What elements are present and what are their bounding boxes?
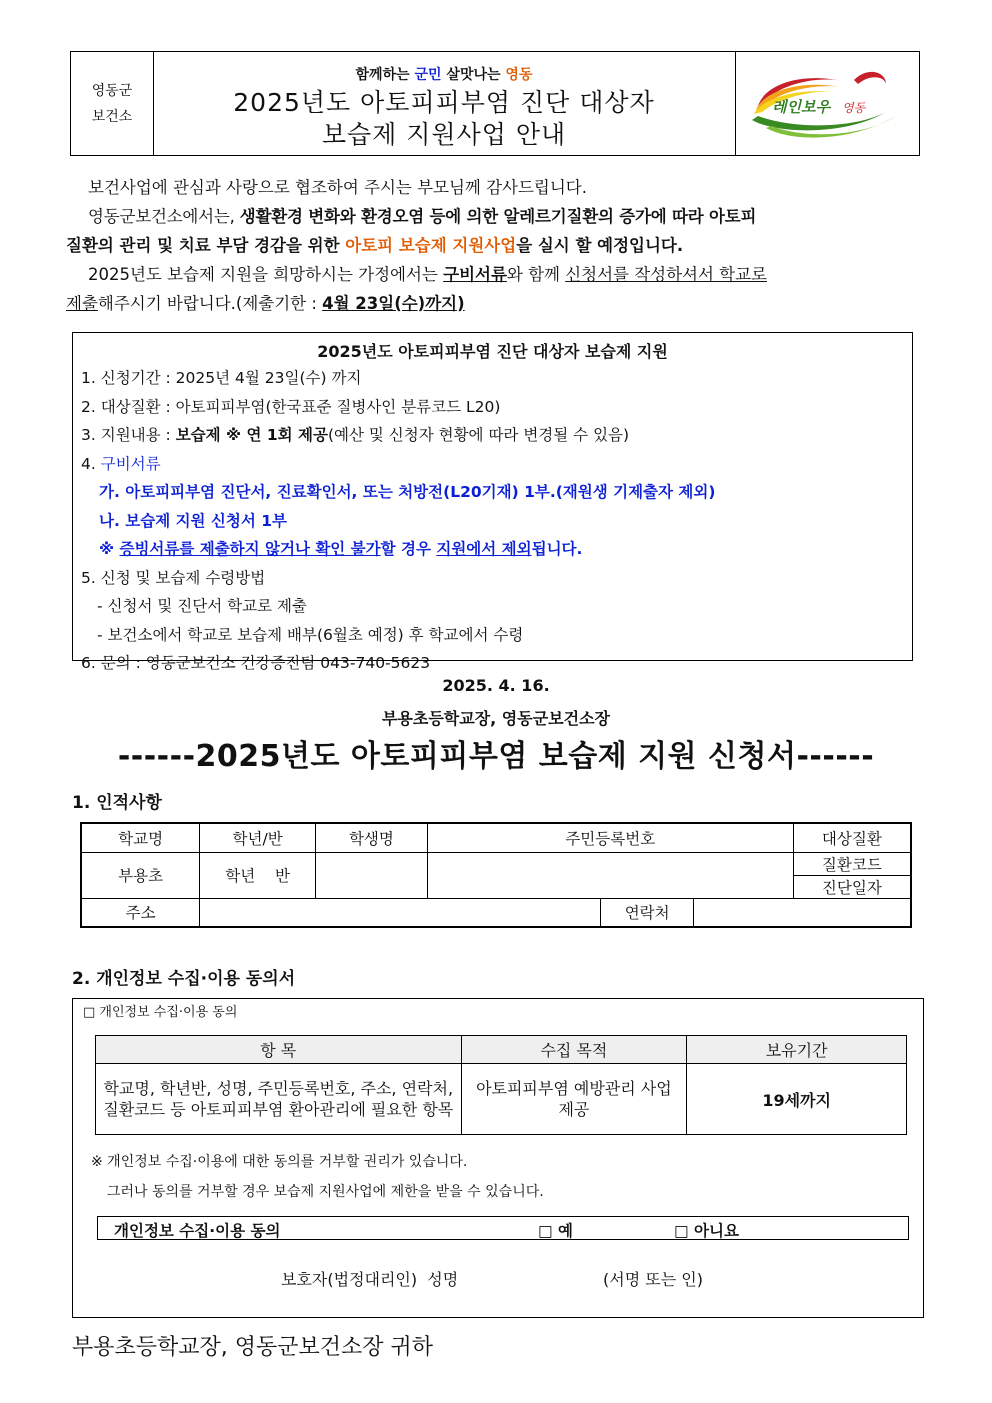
diag-date-text: 진단일자 [821,878,882,897]
personal-info-table [80,822,912,928]
grade-value: 학년 반 [200,852,316,898]
th-item: 항 목 [96,1036,462,1064]
th-school: 학교명 [81,823,200,852]
th-disease-main: 대상질환 [793,823,911,852]
consent-label: 개인정보 수집·이용 동의 [114,1222,281,1240]
info-line [73,535,912,564]
info-text: 할 경우 [380,540,437,558]
intro-p2 [66,202,922,231]
disease-code-label [793,852,911,875]
info-line: 2. 대상질환 : 아토피피부염(한국표준 질병사인 분류코드 L20) [81,397,501,416]
footer-addressee: 부용초등학교장, 영동군보건소장 귀하 [72,1335,434,1360]
org-line2: 보건소 [91,108,133,125]
info-line: 나. 보습제 지원 신청서 1부 [99,511,287,530]
th-student: 학생명 [316,823,428,852]
th-rrn: 주민등록번호 [427,823,793,852]
intro-text: 구비서류 [443,265,507,284]
info-box [72,332,913,672]
info-line: 가. 아토피피부염 진단서, 진료확인서, 또는 처방전(L20기재) 1부.(재원생 기제출자 제외) [99,483,716,501]
consent-note1: ※ 개인정보 수집·이용에 대한 동의를 거부할 권리가 있습니다. [91,1154,468,1170]
deadline: 4월 23일(수)까지) [322,294,465,313]
intro-text: 와 함께 [506,265,566,284]
intro-p3-cont [66,289,922,318]
notice-signers: 부용초등학교장, 영동군보건소장 [381,709,611,728]
intro-p1: 보건사업에 관심과 사랑으로 협조하여 주시는 부모님께 감사드립니다. [88,178,587,197]
info-text: 4. [81,454,101,473]
page-title-line1: 2025년도 아토피피부염 진단 대상자 [233,88,655,117]
period-value: 19세까지 [687,1064,907,1135]
school-value: 부용초 [81,852,200,898]
intro-text: 신청서를 작성하셔서 학교로 [565,265,767,284]
info-text: (예산 및 신청자 현황에 따라 변경될 수 있음) [327,426,630,444]
contact-label: 연락처 [601,898,694,927]
intro-p3 [66,260,922,289]
info-text: ※ [99,540,120,558]
info-line: 1. 신청기간 : 2025년 4월 23일(수) 까지 [81,369,362,387]
info-line: 6. 문의 : 영동군보건소 건강증진팀 043-740-5623 [81,654,431,672]
section2-heading: 2. 개인정보 수집·이용 동의서 [72,969,296,989]
consent-box [72,998,924,1318]
intro-text: 해주시기 바랍니다.(제출기한 : [97,294,323,313]
rainbow-logo [736,54,916,154]
slogan-part: 군민 [414,67,442,83]
info-line [73,421,912,450]
intro-text: 질환의 관리 및 치료 부담 경감을 위한 [66,236,346,255]
guardian-label: 보호자(법정대리인) 성명 [281,1270,459,1289]
diag-date-label [793,875,911,898]
intro-text: 을 실시 할 예정입니다. [516,236,684,255]
consent-table [95,1035,907,1135]
logo-sub: 영동 [842,101,866,115]
consent-yes-checkbox[interactable]: □ 예 [538,1222,574,1240]
intro [66,173,922,318]
signature-field[interactable]: (서명 또는 인) [603,1270,703,1289]
th-grade: 학년/반 [200,823,316,852]
th-period: 보유기간 [687,1036,907,1064]
info-text: 됩니다. [531,540,583,558]
info-text: 지원에서 제외 [436,540,532,558]
address-label: 주소 [81,898,200,927]
th-purpose: 수집 목적 [461,1036,687,1064]
intro-highlight: 아토피 보습제 지원사업 [345,236,517,255]
form-title: ------2025년도 아토피피부염 보습제 지원 신청서------ [117,739,875,774]
item-value: 학교명, 학년반, 성명, 주민등록번호, 주소, 연락처, 질환코드 등 아토피피부염 환아관리에 필요한 항목 [96,1064,462,1135]
intro-text: 2025년도 보습제 지원을 희망하시는 가정에서는 [88,265,444,284]
page-title-line2: 보습제 지원사업 안내 [321,120,567,149]
info-text: 증빙서류를 제출하지 않거나 확인 불가 [119,540,381,558]
slogan-part: 영동 [505,67,533,83]
logo-text: 레인보우 [772,99,830,116]
intro-text: 제출 [66,294,98,313]
contact-field[interactable] [694,898,911,927]
info-text: 구비서류 [100,454,161,473]
rrn-field[interactable] [427,852,793,898]
info-line: - 보건소에서 학교로 보습제 배부(6월초 예정) 후 학교에서 수령 [97,625,524,644]
org-line1: 영동군 [91,82,133,99]
title-cell [153,52,735,155]
slogan-part: 살맛나는 [441,67,506,83]
info-box-title: 2025년도 아토피피부염 진단 대상자 보습제 지원 [317,342,668,361]
info-line [73,450,912,479]
intro-text: 영동군보건소에서는, [88,207,240,226]
student-name-field[interactable] [316,852,428,898]
org-cell [71,52,154,155]
header-box [70,51,920,156]
info-text: 3. 지원내용 : [81,426,176,444]
intro-text: 생활환경 변화와 환경오염 등에 의한 알레르기질환의 증가에 따라 아토피 [239,207,757,226]
consent-box-title: □ 개인정보 수집·이용 동의 [83,1005,238,1020]
section1-heading: 1. 인적사항 [72,793,162,813]
consent-row [97,1216,909,1240]
consent-note2: 그러나 동의를 거부할 경우 보습제 지원사업에 제한을 받을 수 있습니다. [107,1184,544,1200]
intro-p2-cont [66,231,922,260]
info-line: - 신청서 및 진단서 학교로 제출 [97,597,307,615]
logo-cell [735,52,919,155]
consent-no-checkbox[interactable]: □ 아니요 [674,1222,739,1240]
slogan [153,64,735,84]
purpose-value: 아토피피부염 예방관리 사업 제공 [461,1064,687,1135]
info-text: 보습제 ※ 연 1회 제공 [175,426,328,444]
address-field[interactable] [200,898,601,927]
notice-date: 2025. 4. 16. [442,676,550,695]
disease-code-text: 질환코드 [821,855,882,874]
info-line: 5. 신청 및 보습제 수령방법 [81,568,266,587]
slogan-part: 함께하는 [355,67,415,83]
